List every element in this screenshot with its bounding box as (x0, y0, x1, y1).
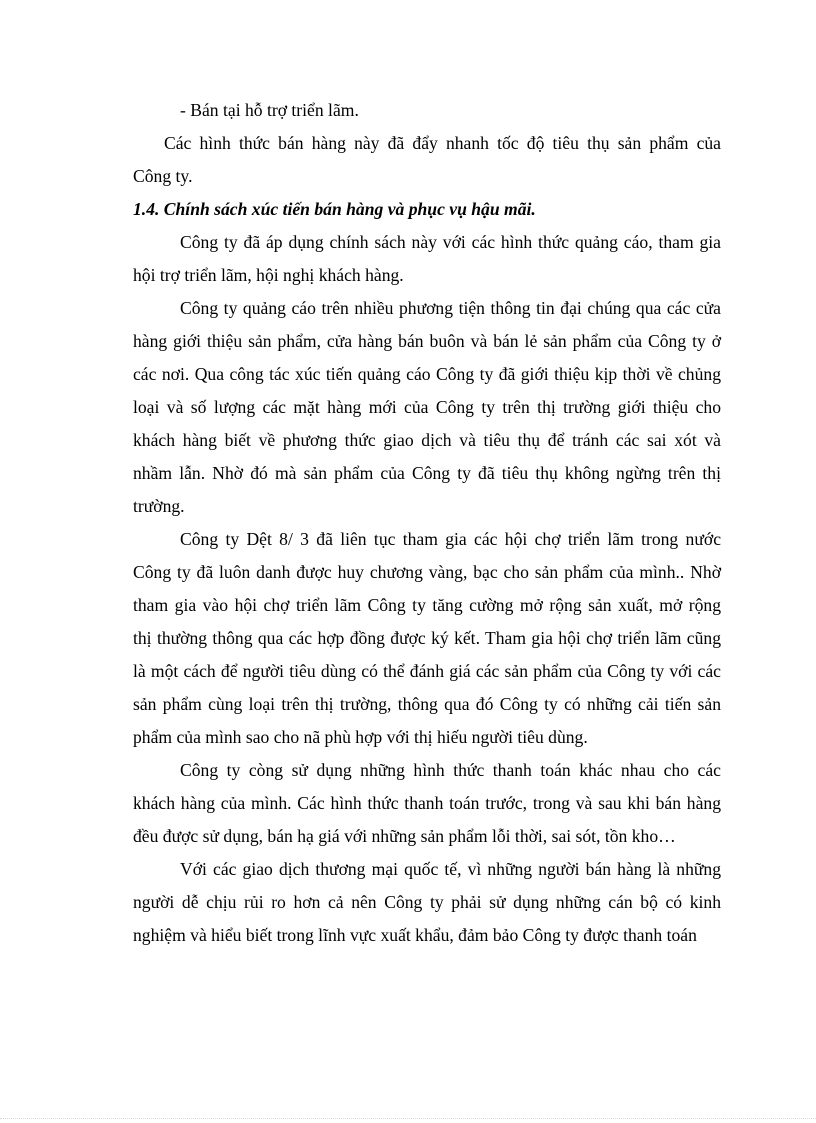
paragraph-line: Công ty đã luôn danh được huy chương vàng, bạc cho sản phẩm của mình.. Nhờ (133, 562, 721, 582)
paragraph-line: sản phẩm cùng loại trên thị trường, thông qua đó Công ty có những cải tiến sản (133, 694, 721, 714)
paragraph-line: Công ty quảng cáo trên nhiều phương tiện thông tin đại chúng qua các cửa (180, 298, 721, 318)
paragraph-line: nghiệm và hiểu biết trong lĩnh vực xuất khẩu, đảm bảo Công ty được thanh toán (133, 925, 697, 945)
paragraph-line: Với các giao dịch thương mại quốc tế, vì những người bán hàng là những (180, 859, 721, 879)
paragraph-line: các nơi. Qua công tác xúc tiến quảng cáo Công ty đã giới thiệu kịp thời về chủng (133, 364, 721, 384)
paragraph-line: người dễ chịu rủi ro hơn cả nên Công ty phải sử dụng những cán bộ có kinh (133, 892, 721, 912)
section-heading: 1.4. Chính sách xúc tiến bán hàng và phục vụ hậu mãi. (133, 199, 536, 219)
paragraph-line: hội trợ triển lãm, hội nghị khách hàng. (133, 265, 404, 285)
paragraph-line: loại và số lượng các mặt hàng mới của Công ty trên thị trường giới thiệu cho (133, 397, 721, 417)
paragraph-line: tham gia vào hội chợ triển lãm Công ty tăng cường mở rộng sản xuất, mở rộng (133, 595, 721, 615)
paragraph-line: hàng giới thiệu sản phẩm, cửa hàng bán buôn và bán lẻ sản phẩm của Công ty ở (133, 331, 721, 351)
paragraph-line: là một cách để người tiêu dùng có thể đánh giá các sản phẩm của Công ty với các (133, 661, 721, 681)
paragraph-line: khách hàng biết về phương thức giao dịch và tiêu thụ để tránh các sai xót và (133, 430, 721, 450)
paragraph-line: Công ty còng sử dụng những hình thức thanh toán khác nhau cho các (180, 760, 721, 780)
paragraph-line: Công ty đã áp dụng chính sách này với các hình thức quảng cáo, tham gia (180, 232, 721, 252)
paragraph-line: Công ty Dệt 8/ 3 đã liên tục tham gia các hội chợ triển lãm trong nước (180, 529, 721, 549)
paragraph-line: Công ty. (133, 166, 193, 186)
paragraph-line: phẩm của mình sao cho nã phù hợp với thị hiếu người tiêu dùng. (133, 727, 588, 747)
paragraph-line: thị thường thông qua các hợp đồng được ký kết. Tham gia hội chợ triển lãm cũng (133, 628, 721, 648)
paragraph-line: đều được sử dụng, bán hạ giá với những sản phẩm lỗi thời, sai sót, tồn kho… (133, 826, 676, 846)
paragraph-line: khách hàng của mình. Các hình thức thanh toán trước, trong và sau khi bán hàng (133, 793, 721, 813)
paragraph-line: Các hình thức bán hàng này đã đẩy nhanh tốc độ tiêu thụ sản phẩm của (164, 133, 721, 153)
paragraph-line: nhầm lẫn. Nhờ đó mà sản phẩm của Công ty đã tiêu thụ không ngừng trên thị (133, 463, 721, 483)
page-bottom-divider (0, 1118, 816, 1119)
list-item-exhibition-sales: - Bán tại hỗ trợ triển lãm. (180, 100, 359, 120)
paragraph-line: trường. (133, 496, 185, 516)
